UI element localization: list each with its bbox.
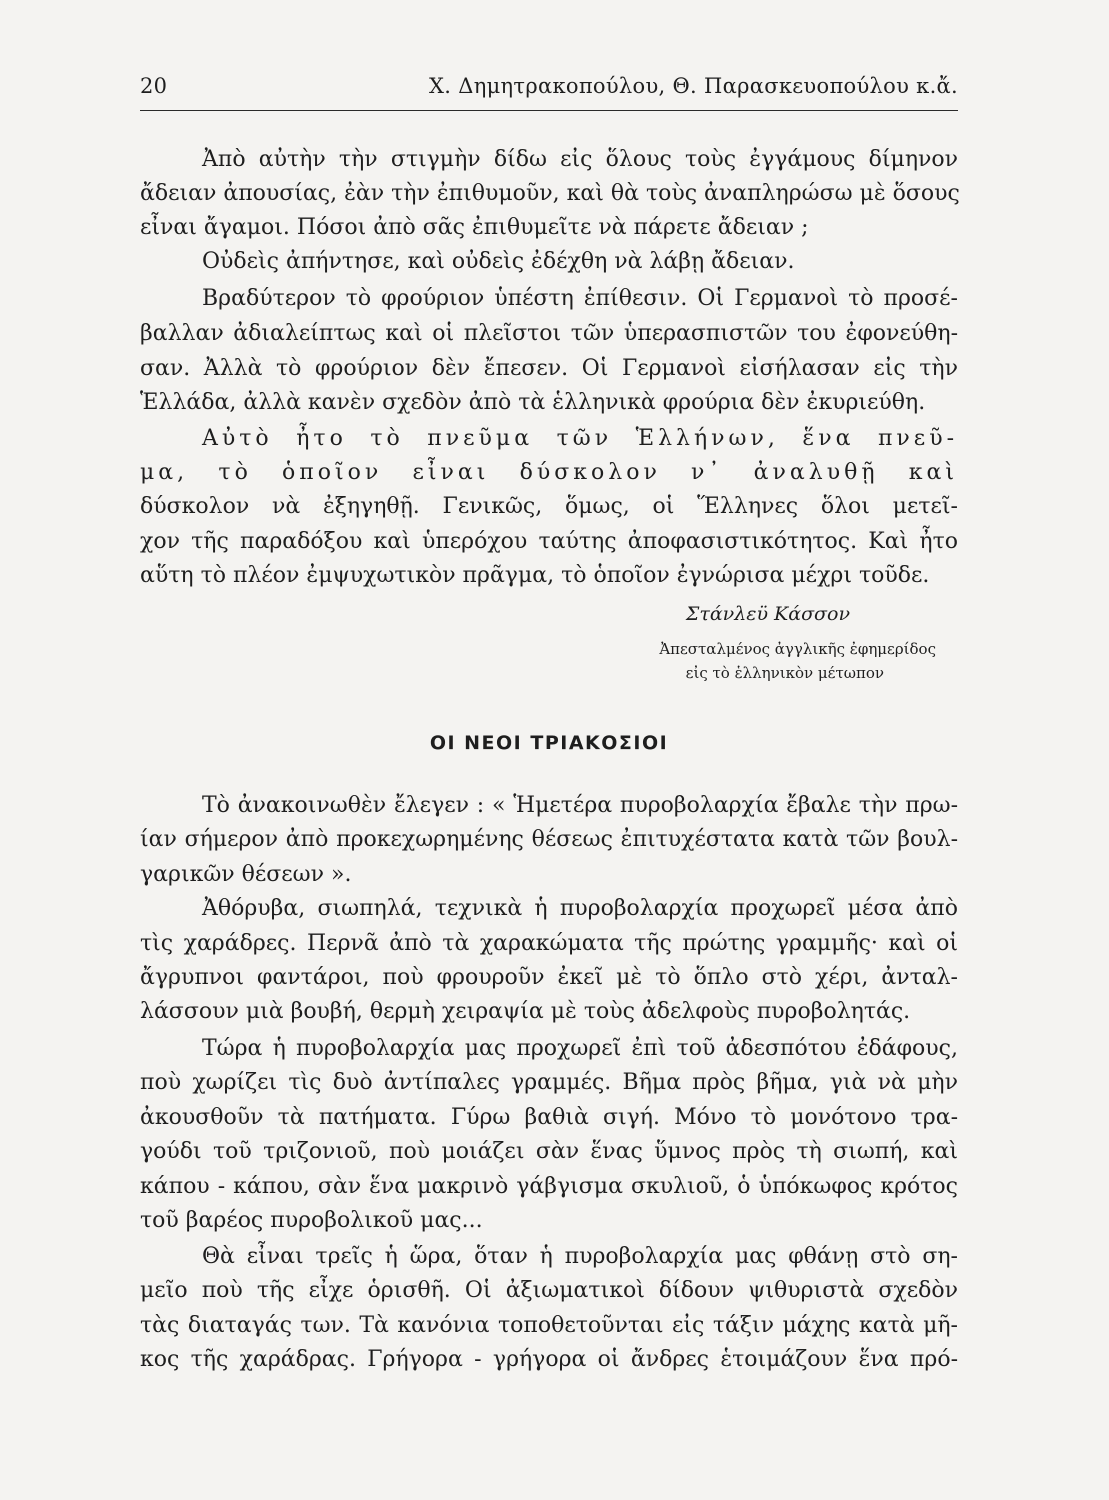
- paragraph-line: σαν. Ἀλλὰ τὸ φρούριον δὲν ἔπεσεν. Οἱ Γερμανοὶ εἰσήλασαν εἰς τὴν: [140, 356, 958, 381]
- paragraph-line: βαλλαν ἀδιαλείπτως καὶ οἱ πλεῖστοι τῶν ὑπερασπιστῶν του ἐφονεύθη-: [140, 321, 958, 346]
- paragraph-line: ἄδειαν ἀπουσίας, ἐὰν τὴν ἐπιθυμοῦν, καὶ θὰ τοὺς ἀναπληρώσω μὲ ὅσους: [140, 181, 960, 206]
- paragraph-line: Βραδύτερον τὸ φρούριον ὑπέστη ἐπίθεσιν. Οἱ Γερμανοὶ τὸ προσέ-: [202, 286, 958, 311]
- paragraph-line: γαρικῶν θέσεων ».: [140, 862, 352, 887]
- page-number: 20: [140, 74, 168, 98]
- paragraph-line: γούδι τοῦ τριζονιοῦ, ποὺ μοιάζει σὰν ἕνας ὕμνος πρὸς τὴ σιωπή, καὶ: [140, 1139, 958, 1164]
- header-rule: [140, 110, 958, 111]
- paragraph-line: Τώρα ἡ πυροβολαρχία μας προχωρεῖ ἐπὶ τοῦ ἀδεσπότου ἐδάφους,: [202, 1036, 958, 1061]
- paragraph-line: κάπου - κάπου, σὰν ἕνα μακρινὸ γάβγισμα σκυλιοῦ, ὁ ὑπόκωφος κρότος: [140, 1174, 958, 1199]
- paragraph-line: χον τῆς παραδόξου καὶ ὑπερόχου ταύτης ἀποφασιστικότητος. Καὶ ἦτο: [140, 529, 958, 554]
- paragraph-line: εἶναι ἄγαμοι. Πόσοι ἀπὸ σᾶς ἐπιθυμεῖτε νὰ πάρετε ἄδειαν ;: [140, 215, 809, 240]
- paragraph-line: τοῦ βαρέος πυροβολικοῦ μας...: [140, 1208, 483, 1233]
- paragraph-line: Θὰ εἶναι τρεῖς ἡ ὥρα, ὅταν ἡ πυροβολαρχία μας φθάνῃ στὸ ση-: [202, 1244, 958, 1269]
- paragraph-line: ἄγρυπνοι φαντάροι, ποὺ φρουροῦν ἐκεῖ μὲ τὸ ὅπλο στὸ χέρι, ἀνταλ-: [140, 965, 958, 990]
- paragraph-line: τὰς διαταγάς των. Τὰ κανόνια τοποθετοῦνται εἰς τάξιν μάχης κατὰ μῆ-: [140, 1313, 958, 1338]
- paragraph-line: μεῖο ποὺ τῆς εἶχε ὁρισθῆ. Οἱ ἀξιωματικοὶ δίδουν ψιθυριστὰ σχεδὸν: [140, 1278, 958, 1303]
- paragraph-line: ίαν σήμερον ἀπὸ προκεχωρημένης θέσεως ἐπιτυχέστατα κατὰ τῶν βουλ-: [140, 827, 958, 852]
- paragraph-line: Ἀπὸ αὐτὴν τὴν στιγμὴν δίδω εἰς ὅλους τοὺς ἐγγάμους δίμηνον: [202, 147, 958, 172]
- paragraph-line: τὶς χαράδρες. Περνᾶ ἀπὸ τὰ χαρακώματα τῆς πρώτης γραμμῆς· καὶ οἱ: [140, 931, 958, 956]
- running-head: Χ. Δημητρακοπούλου, Θ. Παρασκευοπούλου κ.ἄ.: [429, 74, 958, 98]
- signature-role: Ἀπεσταλμένος ἀγγλικῆς ἐφημερίδος: [659, 640, 936, 658]
- paragraph-line: κος τῆς χαράδρας. Γρήγορα - γρήγορα οἱ ἄνδρες ἑτοιμάζουν ἕνα πρό-: [140, 1347, 958, 1372]
- signature-role: εἰς τὸ ἑλληνικὸν μέτωπον: [685, 664, 884, 682]
- paragraph-line: ποὺ χωρίζει τὶς δυὸ ἀντίπαλες γραμμές. Βῆμα πρὸς βῆμα, γιὰ νὰ μὴν: [140, 1070, 958, 1095]
- paragraph-line: μα, τὸ ὁποῖον εἶναι δύσκολον ν᾿ ἀναλυθῇ καὶ: [140, 460, 958, 485]
- signature-name: Στάνλεϋ Κάσσον: [685, 603, 850, 625]
- paragraph-line: Αὐτὸ ἦτο τὸ πνεῦμα τῶν Ἑλλήνων, ἕνα πνεῦ-: [202, 426, 958, 451]
- paragraph-line: Οὐδεὶς ἀπήντησε, καὶ οὐδεὶς ἐδέχθη νὰ λάβῃ ἄδειαν.: [202, 249, 795, 274]
- page-header: [140, 74, 958, 104]
- paragraph-line: Τὸ ἀνακοινωθὲν ἔλεγεν : « Ἡμετέρα πυροβολαρχία ἔβαλε τὴν πρω-: [202, 793, 958, 818]
- paragraph-line: Ἀθόρυβα, σιωπηλά, τεχνικὰ ἡ πυροβολαρχία προχωρεῖ μέσα ἀπὸ: [202, 896, 958, 921]
- paragraph-line: αὕτη τὸ πλέον ἐμψυχωτικὸν πρᾶγμα, τὸ ὁποῖον ἐγνώρισα μέχρι τοῦδε.: [140, 563, 930, 588]
- paragraph-line: δύσκολον νὰ ἐξηγηθῇ. Γενικῶς, ὅμως, οἱ Ἕλληνες ὅλοι μετεῖ-: [140, 494, 958, 519]
- paragraph-line: λάσσουν μιὰ βουβή, θερμὴ χειραψία μὲ τοὺς ἀδελφοὺς πυροβολητάς.: [140, 999, 911, 1024]
- section-title: ΟΙ ΝΕΟΙ ΤΡΙΑΚΟΣΙΟΙ: [429, 732, 669, 754]
- paragraph-line: ἀκουσθοῦν τὰ πατήματα. Γύρω βαθιὰ σιγή. Μόνο τὸ μονότονο τρα-: [140, 1105, 958, 1130]
- paragraph-line: Ἑλλάδα, ἀλλὰ κανὲν σχεδὸν ἀπὸ τὰ ἑλληνικὰ φρούρια δὲν ἐκυριεύθη.: [140, 390, 926, 415]
